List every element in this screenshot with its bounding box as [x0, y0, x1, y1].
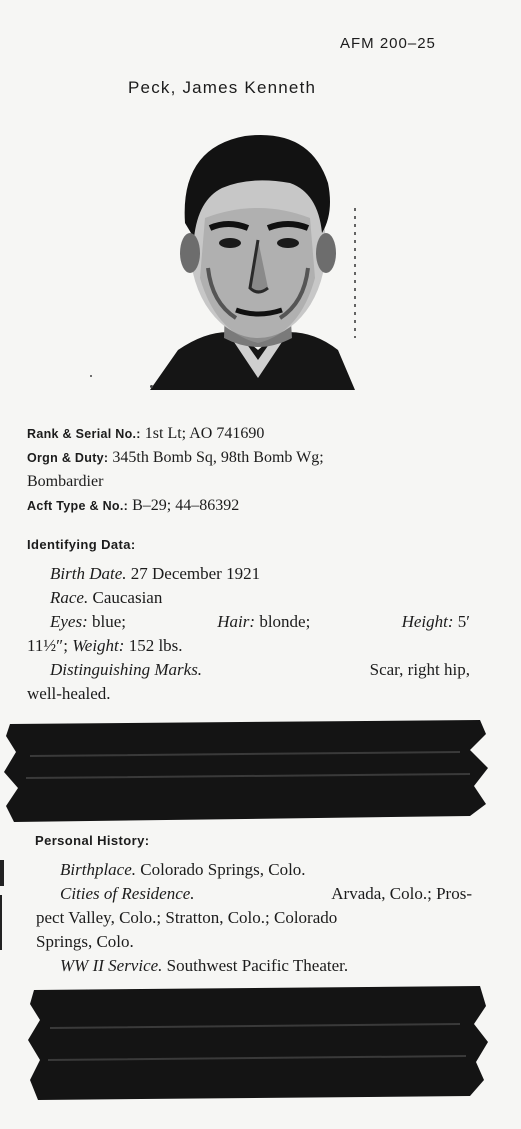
height-label: Height:: [401, 612, 454, 631]
height-value: 5′: [457, 612, 470, 631]
subject-name: Peck, James Kenneth: [128, 78, 317, 97]
document-code: AFM 200–25: [340, 35, 436, 52]
acft-value: B–29; 44–86392: [132, 497, 240, 514]
eyes-value: blue;: [92, 612, 127, 631]
orgn-field: [27, 446, 324, 470]
rank-field: [27, 422, 264, 446]
features-line: [50, 610, 470, 633]
birth-date-line: [50, 562, 470, 585]
hair-label: Hair:: [217, 612, 256, 631]
ink-speck: [90, 375, 92, 377]
wwii-line: [60, 954, 490, 977]
cities-label: Cities of Residence.: [60, 884, 195, 903]
height-value-cont: 11½″;: [27, 636, 68, 655]
birthplace-value: Colorado Springs, Colo.: [140, 860, 306, 879]
margin-mark: [0, 895, 2, 950]
weight-line: [27, 634, 472, 657]
cities-value-cont: pect Valley, Colo.; Stratton, Colo.; Colorado: [36, 908, 338, 927]
weight-label: Weight:: [72, 636, 125, 655]
marks-value-cont: well-healed.: [27, 684, 111, 703]
portrait-photo: [150, 128, 365, 390]
rank-value: 1st Lt; AO 741690: [144, 425, 265, 442]
personal-history-heading: Personal History:: [35, 833, 150, 848]
orgn-value: 345th Bomb Sq, 98th Bomb Wg;: [112, 449, 324, 466]
redaction-bar: [0, 980, 521, 1105]
birthplace-label: Birthplace.: [60, 860, 137, 879]
margin-mark: [0, 860, 4, 886]
birthplace-line: [60, 858, 480, 881]
ink-speck: [150, 385, 153, 388]
marks-label: Distinguishing Marks.: [50, 660, 203, 679]
orgn-value-cont: Bombardier: [27, 473, 104, 490]
acft-label: Acft Type & No.:: [27, 499, 129, 513]
race-line: [50, 586, 470, 609]
cities-line: [60, 882, 472, 905]
weight-value: 152 lbs.: [128, 636, 183, 655]
cities-value: Arvada, Colo.; Pros-: [331, 884, 472, 903]
birth-date-value: 27 December 1921: [130, 564, 261, 583]
cities-value-cont2: Springs, Colo.: [36, 932, 134, 951]
identifying-heading: Identifying Data:: [27, 537, 136, 552]
birth-date-label: Birth Date.: [50, 564, 127, 583]
marks-line: [50, 658, 470, 681]
acft-field: [27, 494, 239, 518]
orgn-label: Orgn & Duty:: [27, 451, 109, 465]
race-label: Race.: [50, 588, 89, 607]
wwii-label: WW II Service.: [60, 956, 163, 975]
rank-label: Rank & Serial No.:: [27, 427, 141, 441]
wwii-value: Southwest Pacific Theater.: [166, 956, 349, 975]
race-value: Caucasian: [92, 588, 163, 607]
eyes-label: Eyes:: [50, 612, 88, 631]
marks-value: Scar, right hip,: [369, 660, 470, 679]
redaction-bar: [0, 716, 521, 826]
hair-value: blonde;: [259, 612, 311, 631]
